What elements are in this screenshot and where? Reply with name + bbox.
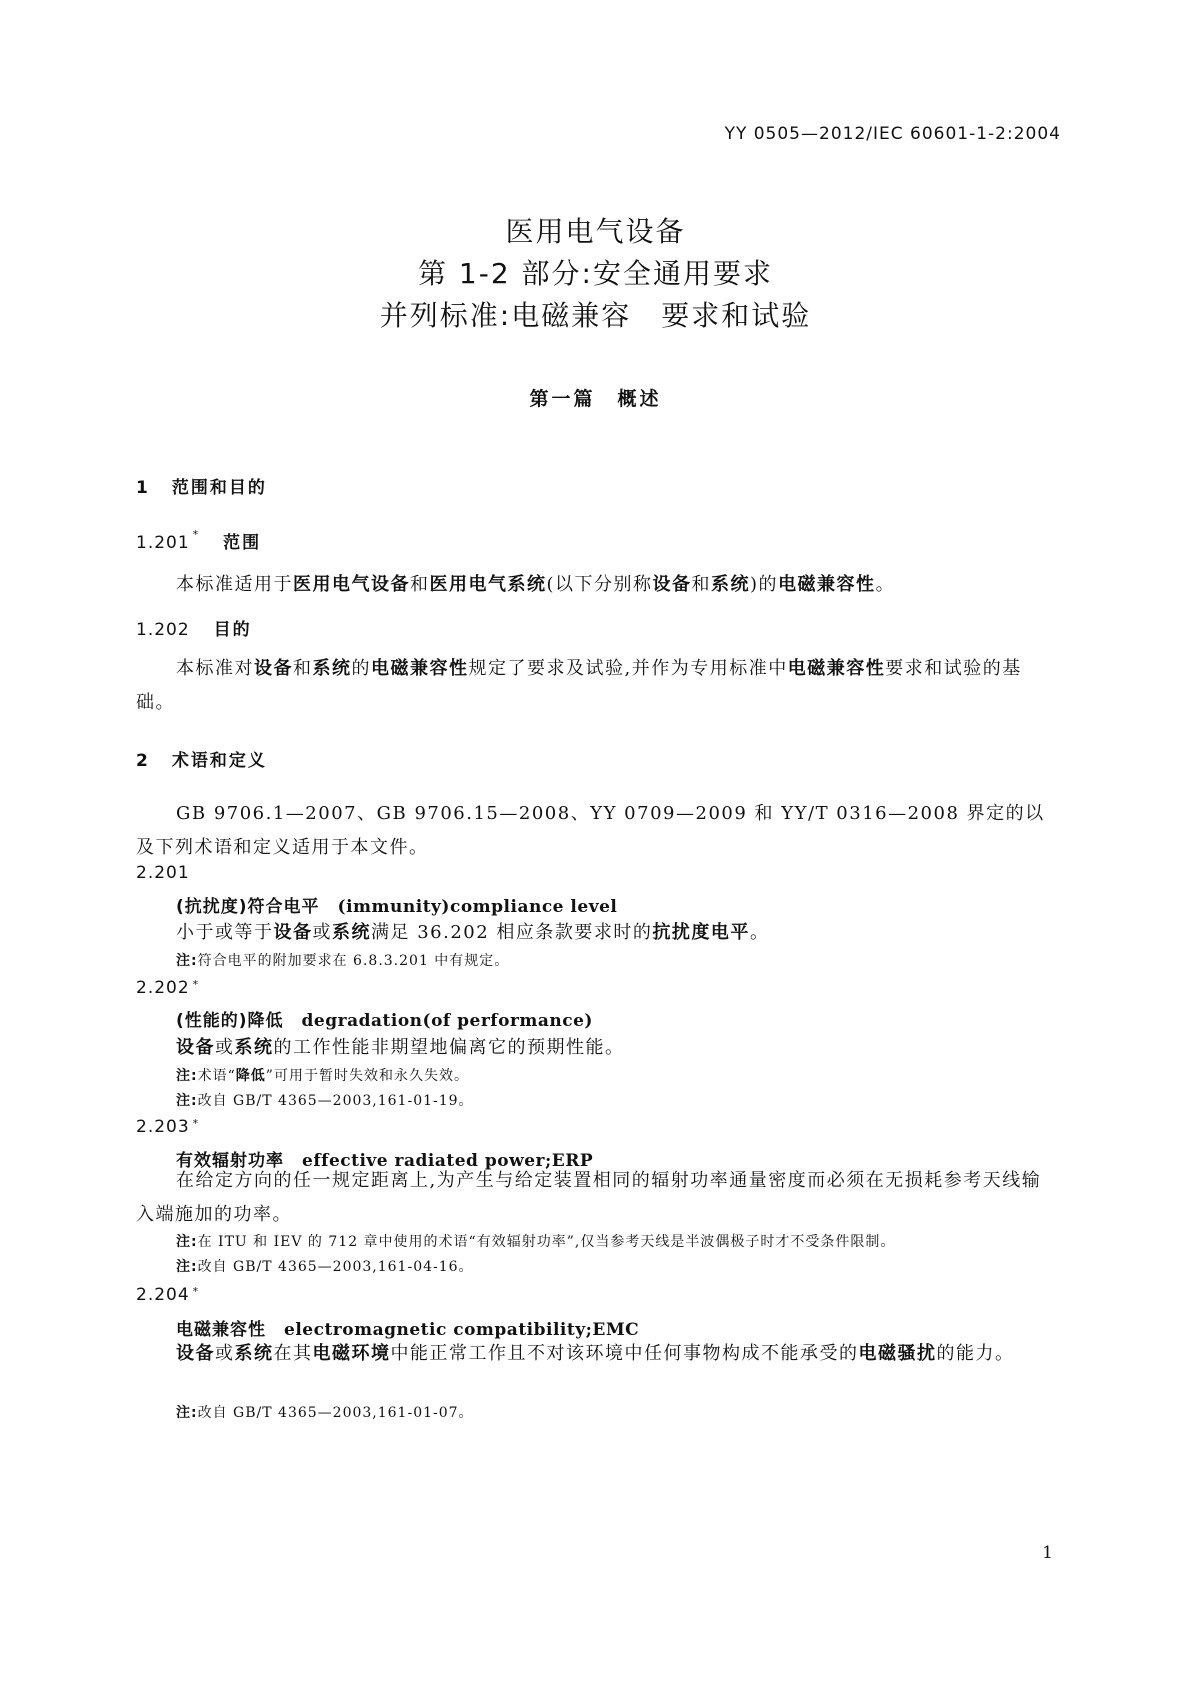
page-number: 1	[1042, 1543, 1053, 1563]
term-2-201-number: 2.201	[136, 863, 190, 883]
term-2-202-name: (性能的)降低 degradation(of performance)	[176, 1011, 593, 1031]
term-2-204-number: 2.204 *	[136, 1285, 200, 1305]
clause-title: 目的	[213, 620, 252, 640]
term-2-201-name: (抗扰度)符合电平 (immunity)compliance level	[176, 897, 618, 917]
clause-number: 1.202	[136, 620, 190, 640]
term-2-204-note: 注:改自 GB/T 4365—2003,161-01-07。	[176, 1405, 474, 1421]
part-heading: 第一篇 概述	[529, 388, 662, 410]
term-2-204-name: 电磁兼容性 electromagnetic compatibility;EMC	[176, 1320, 640, 1340]
section-1-heading	[136, 473, 267, 498]
term-2-203-definition: 在给定方向的任一规定距离上,为产生与给定装置相同的辐射功率通量密度而必须在无损耗参考天线输入端施加的功率。	[136, 1170, 1042, 1225]
term-2-202-note-1: 注:术语“降低”可用于暂时失效和永久失效。	[176, 1068, 469, 1084]
asterisk-mark: *	[192, 978, 200, 991]
title-line-2: 第 1-2 部分:安全通用要求	[418, 257, 773, 290]
term-2-201-definition: 小于或等于设备或系统满足 36.202 相应条款要求时的抗扰度电平。	[176, 922, 770, 943]
section-title: 术语和定义	[171, 751, 267, 771]
clause-title: 范围	[223, 533, 262, 553]
asterisk-mark: *	[192, 1117, 200, 1130]
clause-number: 1.201	[136, 533, 190, 553]
section-2-heading	[136, 746, 267, 771]
asterisk-mark: *	[192, 528, 200, 541]
term-2-203-name: 有效辐射功率 effective radiated power;ERP	[176, 1151, 594, 1171]
term-2-204-definition: 设备或系统在其电磁环境中能正常工作且不对该环境中任何事物构成不能承受的电磁骚扰的能力。	[176, 1343, 1015, 1364]
term-2-201-note: 注:符合电平的附加要求在 6.8.3.201 中有规定。	[176, 953, 510, 969]
term-2-202-note-2: 注:改自 GB/T 4365—2003,161-01-19。	[176, 1093, 474, 1109]
section-title: 范围和目的	[171, 478, 267, 498]
term-2-202-definition: 设备或系统的工作性能非期望地偏离它的预期性能。	[176, 1037, 625, 1058]
standard-code-header: YY 0505—2012/IEC 60601-1-2:2004	[724, 124, 1061, 144]
clause-1-202-heading	[136, 615, 252, 640]
asterisk-mark: *	[192, 1285, 200, 1298]
clause-1-201-heading	[136, 528, 261, 553]
title-line-3: 并列标准:电磁兼容 要求和试验	[379, 299, 812, 332]
section-number: 2	[136, 751, 150, 771]
section-number: 1	[136, 478, 150, 498]
term-2-202-number: 2.202 *	[136, 978, 200, 998]
clause-1-201-body: 本标准适用于医用电气设备和医用电气系统(以下分别称设备和系统)的电磁兼容性。	[176, 574, 896, 595]
clause-1-202-body: 本标准对设备和系统的电磁兼容性规定了要求及试验,并作为专用标准中电磁兼容性要求和试验的基础。	[136, 658, 1022, 713]
section-2-body: GB 9706.1—2007、GB 9706.15—2008、YY 0709—2009 和 YY/T 0316—2008 界定的以及下列术语和定义适用于本文件。	[136, 803, 1045, 858]
title-line-1: 医用电气设备	[505, 215, 686, 248]
term-2-203-number: 2.203 *	[136, 1117, 200, 1137]
term-2-203-note-1: 注:在 ITU 和 IEV 的 712 章中使用的术语“有效辐射功率”,仅当参考天线是半波偶极子时才不受条件限制。	[176, 1234, 896, 1250]
term-2-203-note-2: 注:改自 GB/T 4365—2003,161-04-16。	[176, 1259, 474, 1275]
